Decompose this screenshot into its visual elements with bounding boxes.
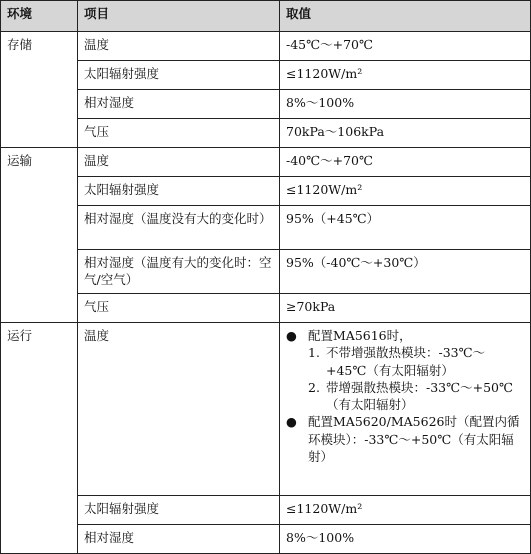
bullet-text: 配置MA5616时， <box>308 328 412 343</box>
item-cell: 气压 <box>78 119 280 148</box>
value-cell: -40℃～+70℃ <box>280 148 531 177</box>
value-cell: ≤1120W/m² <box>280 61 531 90</box>
bullet-dot-icon: ● <box>286 328 297 343</box>
numbered-item <box>286 379 524 414</box>
value-cell: 95%（-40℃～+30℃） <box>280 250 531 294</box>
table-row <box>1 119 531 148</box>
table-row <box>1 323 531 496</box>
env-operation: 运行 <box>1 323 78 554</box>
table-row <box>1 61 531 90</box>
item-cell: 温度 <box>78 148 280 177</box>
item-cell: 温度 <box>78 32 280 61</box>
item-text: 带增强散热模块：-33℃～+50℃（有太阳辐射） <box>326 379 513 412</box>
header-environment: 环境 <box>1 1 78 32</box>
value-cell: 95%（+45℃） <box>280 206 531 250</box>
item-cell: 太阳辐射强度 <box>78 61 280 90</box>
header-item: 项目 <box>78 1 280 32</box>
env-storage: 存储 <box>1 32 78 148</box>
numbered-item <box>286 344 524 379</box>
value-cell <box>280 323 531 496</box>
value-cell: ≤1120W/m² <box>280 496 531 525</box>
item-cell: 相对湿度 <box>78 90 280 119</box>
item-cell: 相对湿度（温度没有大的变化时） <box>78 206 280 250</box>
item-text: 不带增强散热模块：-33℃～+45℃（有太阳辐射） <box>326 345 486 378</box>
env-transport: 运输 <box>1 148 78 323</box>
item-cell: 气压 <box>78 294 280 323</box>
value-cell: 8%～100% <box>280 525 531 554</box>
table-row <box>1 148 531 177</box>
item-cell: 太阳辐射强度 <box>78 496 280 525</box>
value-cell: 70kPa～106kPa <box>280 119 531 148</box>
item-cell: 温度 <box>78 323 280 496</box>
header-row <box>1 1 531 32</box>
item-cell: 太阳辐射强度 <box>78 177 280 206</box>
table-row <box>1 496 531 525</box>
table-row <box>1 525 531 554</box>
table-row <box>1 206 531 250</box>
value-cell: ≥70kPa <box>280 294 531 323</box>
bullet-text: 配置MA5620/MA5626时（配置内循环模块）：-33℃～+50℃（有太阳辐射） <box>308 414 520 464</box>
bullet-dot-icon: ● <box>286 414 297 430</box>
item-cell: 相对湿度（温度有大的变化时：空气/空气） <box>78 250 280 294</box>
table-row <box>1 90 531 119</box>
item-number: 2. <box>308 379 320 395</box>
item-cell: 相对湿度 <box>78 525 280 554</box>
bullet-item <box>286 413 524 465</box>
table-row <box>1 32 531 61</box>
value-cell: -45℃～+70℃ <box>280 32 531 61</box>
header-value: 取值 <box>280 1 531 32</box>
table-row <box>1 294 531 323</box>
bullet-item <box>286 327 524 344</box>
value-cell: ≤1120W/m² <box>280 177 531 206</box>
item-number: 1. <box>308 345 320 361</box>
value-cell: 8%～100% <box>280 90 531 119</box>
table-row <box>1 177 531 206</box>
table-row <box>1 250 531 294</box>
